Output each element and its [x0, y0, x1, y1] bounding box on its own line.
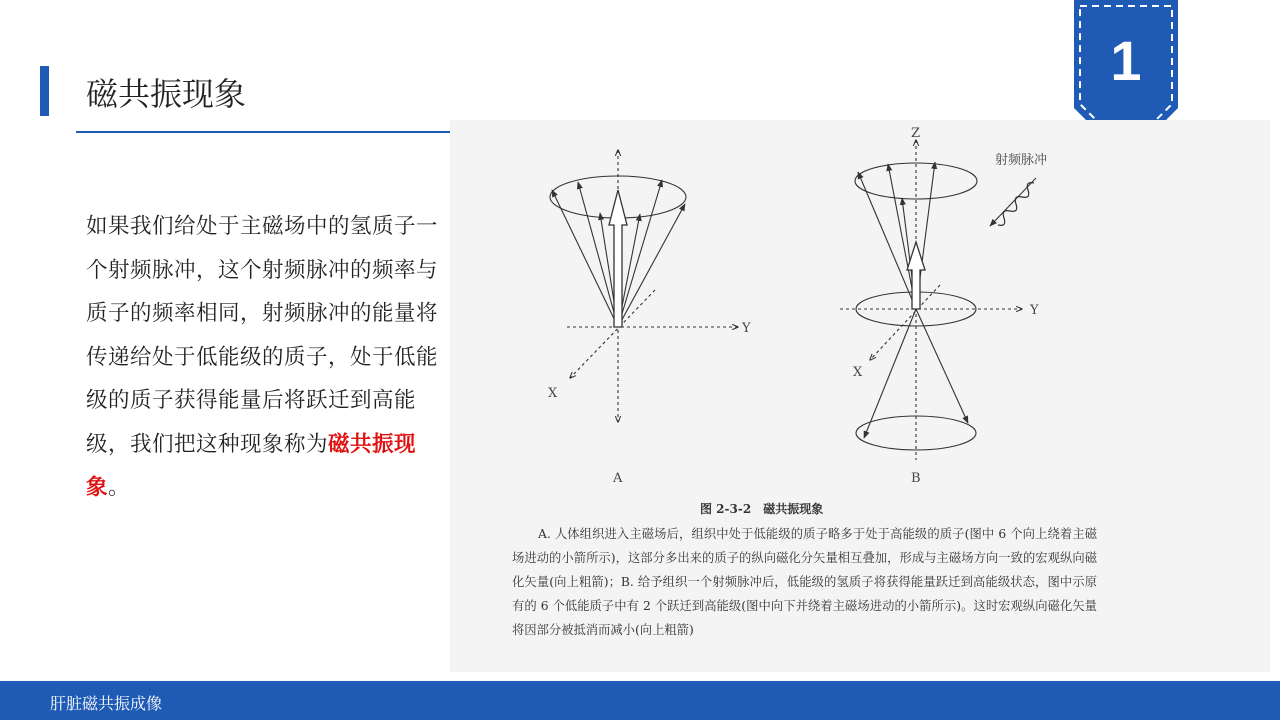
body-paragraph	[86, 205, 451, 510]
axis-y-label-b: Y	[1030, 303, 1039, 318]
axis-z-label-b: Z	[911, 126, 921, 141]
footer-title: 肝脏磁共振成像	[50, 694, 163, 713]
panel-a	[550, 150, 738, 422]
mr-phenomenon-diagram	[450, 120, 1150, 500]
body-text-end: 。	[108, 475, 131, 500]
axis-x-label-b: X	[853, 365, 863, 380]
rf-pulse-label: 射频脉冲	[995, 153, 1048, 168]
panel-b	[840, 140, 1036, 460]
panel-b-label: B	[911, 471, 921, 486]
body-text-main: 如果我们给处于主磁场中的氢质子一个射频脉冲，这个射频脉冲的频率与质子的频率相同，射频脉冲的能量将传递给处于低能级的质子，处于低能级的质子获得能量后将跃迁到高能级，我们把这种现象称为	[86, 214, 439, 457]
axis-x-label-a: X	[548, 386, 558, 401]
title-accent-bar	[40, 66, 49, 116]
panel-a-label: A	[613, 471, 623, 486]
slide-number: 1	[1110, 29, 1142, 92]
page-title: 磁共振现象	[86, 75, 247, 113]
figure-caption: A. 人体组织进入主磁场后，组织中处于低能级的质子略多于处于高能级的质子(图中 6 个向上绕着主磁场进动的小箭所示)，这部分多出来的质子的纵向磁化分矢量相互叠加，形成与主磁场方向一致的宏观纵向磁化矢量(向上粗箭)；B. 给予组织一个射频脉冲后，低能级的氢质子将获得能量跃迁到高能级状态，图中示原有的 6 个低能质子中有 2 个跃迁到高能级(图中向下并绕着主磁场进动的小箭所示)。这时宏观纵向磁化矢量将因部分被抵消而减小(向上粗箭)	[512, 527, 1097, 637]
axis-y-label-a: Y	[742, 321, 751, 336]
figure-caption-title: 图 2-3-2 磁共振现象	[700, 502, 824, 516]
highlight-term: 磁共振现象	[86, 431, 417, 500]
footer-bar	[0, 681, 1280, 720]
